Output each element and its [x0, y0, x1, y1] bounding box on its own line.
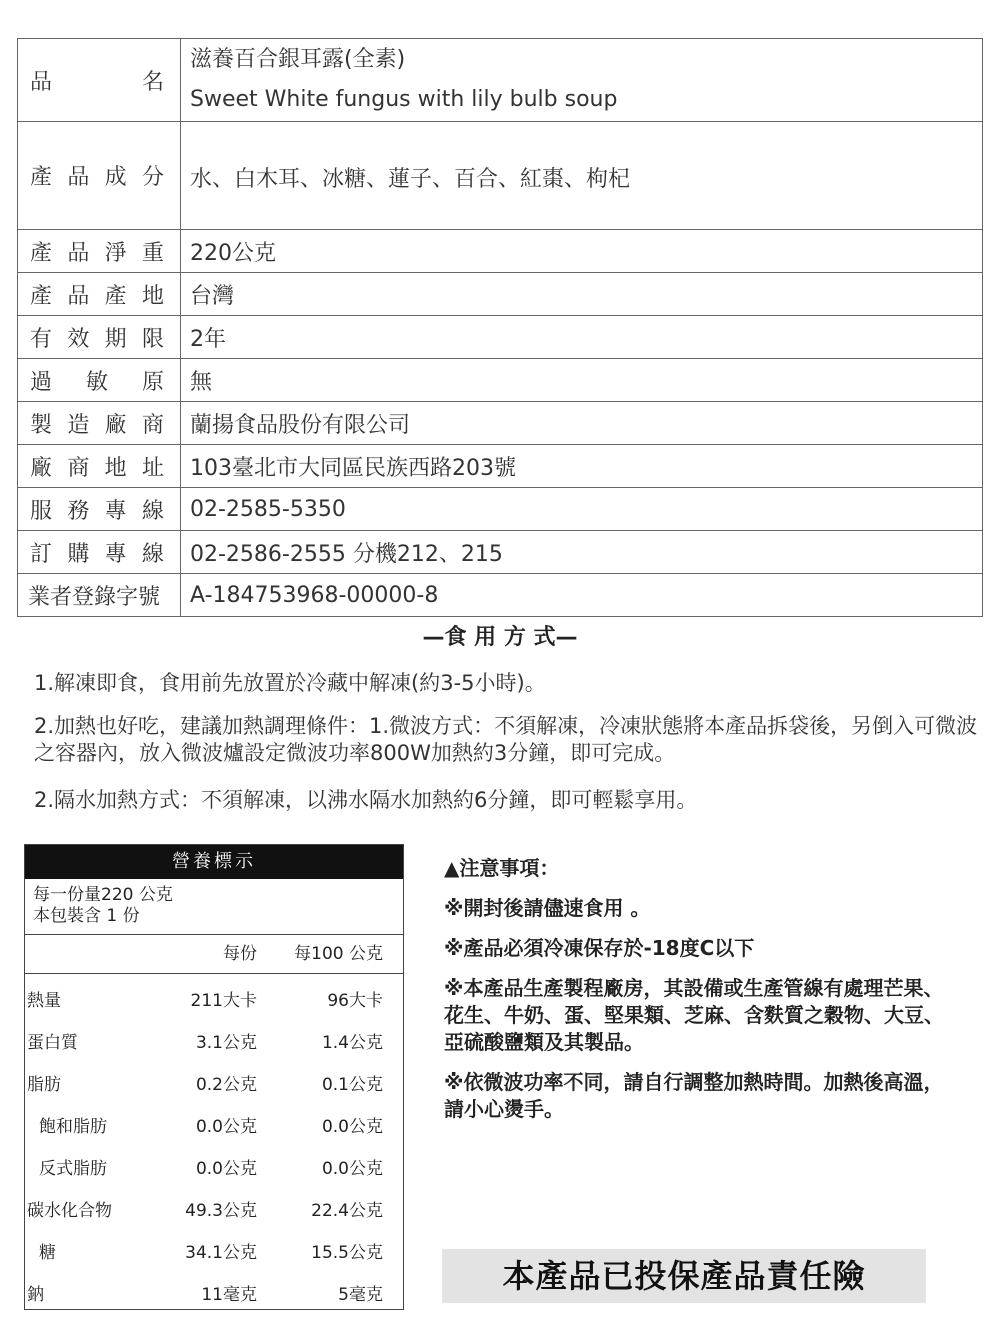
origin-label: 產 品 產 地	[18, 273, 181, 316]
precaution-item: ※產品必須冷凍保存於-18度C以下	[444, 936, 755, 960]
order-line-row	[18, 531, 983, 574]
nutrition-row-sodium: 鈉 11毫克 5毫克	[27, 1285, 383, 1305]
allergen-row	[18, 359, 983, 402]
usage-item-2: 2.加熱也好吃，建議加熱調理條件：1.微波方式：不須解凍，冷凍狀態將本產品拆袋後，另倒入可微波之容器內，放入微波爐設定微波功率800W加熱約3分鐘，即可完成。	[34, 714, 978, 765]
shelf-life-value: 2年	[181, 316, 983, 359]
net-weight-row	[18, 230, 983, 273]
manufacturer-row	[18, 402, 983, 445]
product-name-zh: 滋養百合銀耳露(全素)	[190, 47, 406, 72]
registration-label: 業者登錄字號	[18, 574, 181, 617]
address-row	[18, 445, 983, 488]
allergen-label: 過 敏 原	[18, 359, 181, 402]
ingredients-row	[18, 122, 983, 230]
shelf-life-label: 有 效 期 限	[18, 316, 181, 359]
nutrition-row-saturated-fat: 飽和脂肪 0.0公克 0.0公克	[39, 1117, 383, 1137]
product-name-row	[18, 39, 983, 122]
precaution-item: ※依微波功率不同，請自行調整加熱時間。加熱後高溫，請小心燙手。	[444, 1070, 944, 1121]
nutrition-row-calories: 熱量 211大卡 96大卡	[27, 991, 383, 1011]
nutrition-row-fat: 脂肪 0.2公克 0.1公克	[27, 1075, 383, 1095]
nutrition-title: 營養標示	[25, 845, 403, 879]
per-100g-header: 每100 公克	[294, 944, 383, 964]
shelf-life-row	[18, 316, 983, 359]
address-value: 103臺北市大同區民族西路203號	[181, 445, 983, 488]
nutrition-row-protein: 蛋白質 3.1公克 1.4公克	[27, 1033, 383, 1053]
origin-row	[18, 273, 983, 316]
order-line-label: 訂 購 專 線	[18, 531, 181, 574]
nutrition-row-carbohydrate: 碳水化合物 49.3公克 22.4公克	[27, 1201, 383, 1221]
origin-value: 台灣	[181, 273, 983, 316]
usage-item-1: 1.解凍即食，食用前先放置於冷藏中解凍(約3-5小時)。	[34, 671, 546, 695]
nutrition-header-row	[25, 935, 403, 974]
net-weight-value: 220公克	[181, 230, 983, 273]
nutrition-serving-info	[25, 879, 403, 935]
service-line-value: 02-2585-5350	[181, 488, 983, 531]
nutrition-facts-panel	[24, 844, 404, 1310]
serving-size: 每一份量220 公克	[33, 885, 173, 905]
address-label: 廠 商 地 址	[18, 445, 181, 488]
precautions-title: ▲注意事項：	[444, 856, 560, 880]
product-name-label: 品 名	[18, 39, 181, 122]
manufacturer-value: 蘭揚食品股份有限公司	[181, 402, 983, 445]
precautions-section	[444, 855, 944, 1136]
ingredients-value: 水、白木耳、冰糖、蓮子、百合、紅棗、枸杞	[181, 122, 983, 230]
registration-value: A-184753968-00000-8	[181, 574, 983, 617]
usage-item-3: 2.隔水加熱方式：不須解凍，以沸水隔水加熱約6分鐘，即可輕鬆享用。	[34, 788, 698, 812]
registration-row	[18, 574, 983, 617]
per-serving-header: 每份	[223, 944, 257, 964]
product-info-table	[17, 38, 983, 617]
precaution-item: ※開封後請儘速食用 。	[444, 896, 651, 920]
service-line-label: 服 務 專 線	[18, 488, 181, 531]
servings-per-pack: 本包裝含 1 份	[33, 906, 140, 926]
product-name-value	[181, 39, 983, 122]
service-line-row	[18, 488, 983, 531]
nutrition-row-sugar: 糖 34.1公克 15.5公克	[39, 1243, 383, 1263]
net-weight-label: 產 品 淨 重	[18, 230, 181, 273]
insurance-banner: 本產品已投保產品責任險	[442, 1249, 926, 1303]
nutrition-row-trans-fat: 反式脂肪 0.0公克 0.0公克	[39, 1159, 383, 1179]
order-line-value: 02-2586-2555 分機212、215	[181, 531, 983, 574]
allergen-value: 無	[181, 359, 983, 402]
product-name-en: Sweet White fungus with lily bulb soup	[190, 87, 618, 112]
ingredients-label: 產 品 成 分	[18, 122, 181, 230]
usage-title: —食 用 方 式—	[422, 625, 578, 650]
precaution-item: ※本產品生產製程廠房，其設備或生產管線有處理芒果、花生、牛奶、蛋、堅果類、芝麻、含麩質之穀物、大豆、亞硫酸鹽類及其製品。	[444, 976, 944, 1054]
manufacturer-label: 製 造 廠 商	[18, 402, 181, 445]
